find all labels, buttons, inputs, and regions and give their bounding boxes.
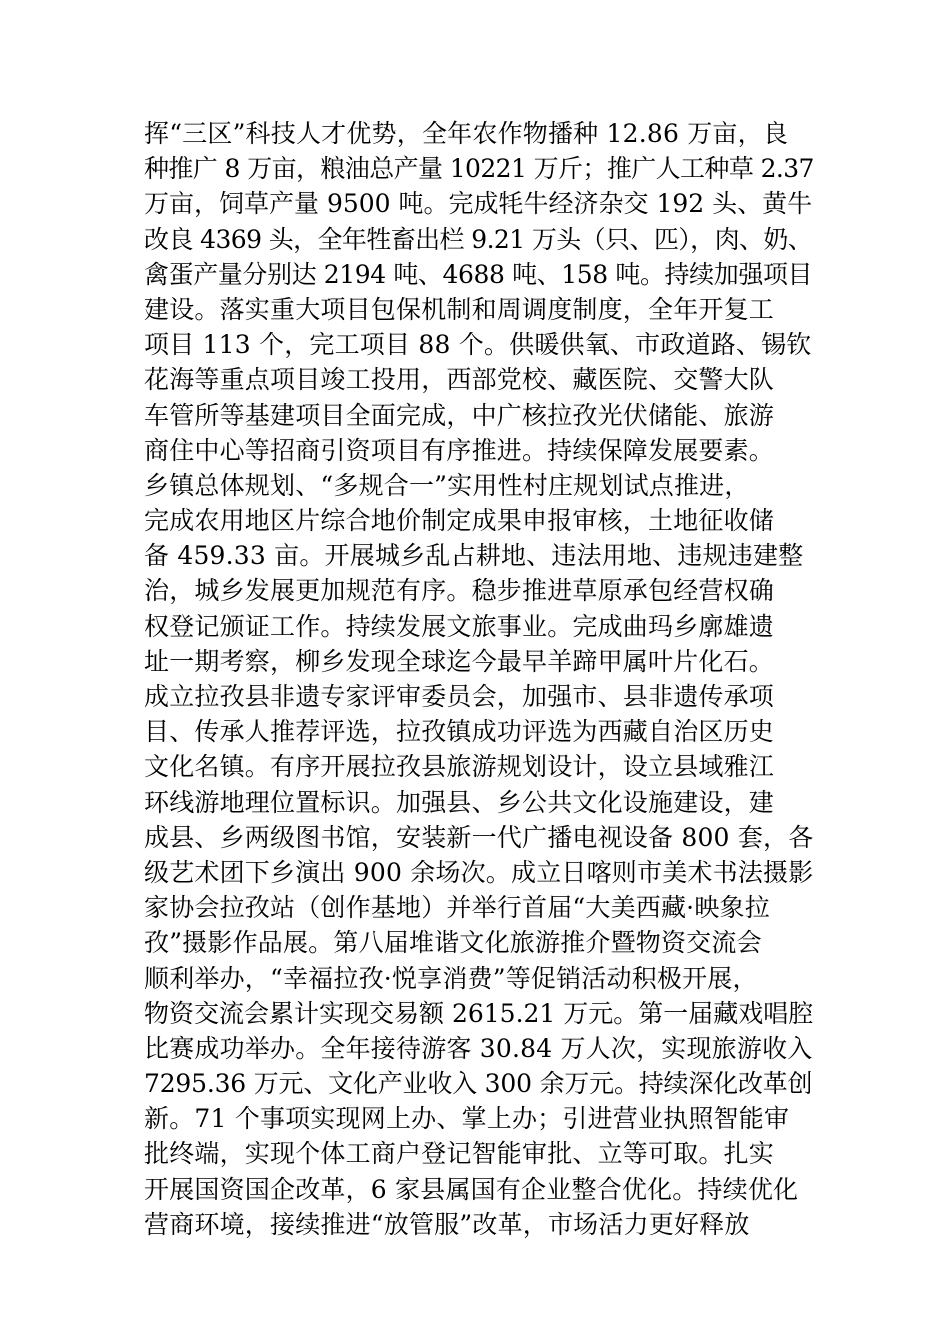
paragraph-line: 文化名镇。有序开展拉孜县旅游规划设计，设立县域雅江 xyxy=(144,752,775,782)
paragraph-line: 车管所等基建项目全面完成，中广核拉孜光伏储能、旅游 xyxy=(144,400,775,430)
paragraph-line: 物资交流会累计实现交易额 2615.21 万元。第一届藏戏唱腔 xyxy=(144,998,814,1028)
paragraph-line: 目、传承人推荐评选，拉孜镇成功评选为西藏自治区历史 xyxy=(144,717,775,747)
paragraph-line: 比赛成功举办。全年接待游客 30.84 万人次，实现旅游收入 xyxy=(144,1033,813,1063)
paragraph-line: 备 459.33 亩。开展城乡乱占耕地、违法用地、违规违建整 xyxy=(144,541,804,571)
paragraph-line: 环线游地理位置标识。加强县、乡公共文化设施建设，建 xyxy=(144,787,775,817)
paragraph-line: 种推广 8 万亩，粮油总产量 10221 万斤；推广人工种草 2.37 xyxy=(144,154,814,184)
paragraph-line: 权登记颁证工作。持续发展文旅事业。完成曲玛乡廓雄遗 xyxy=(144,611,775,641)
paragraph-line: 级艺术团下乡演出 900 余场次。成立日喀则市美术书法摄影 xyxy=(144,857,814,887)
paragraph-line: 万亩，饲草产量 9500 吨。完成牦牛经济杂交 192 头、黄牛 xyxy=(144,189,813,219)
paragraph-line: 家协会拉孜站（创作基地）并举行首届“大美西藏·映象拉 xyxy=(144,893,770,923)
paragraph-line: 批终端，实现个体工商户登记智能审批、立等可取。扎实 xyxy=(144,1139,775,1169)
paragraph-line: 址一期考察，柳乡发现全球迄今最早羊蹄甲属叶片化石。 xyxy=(144,646,775,676)
paragraph-line: 花海等重点项目竣工投用，西部党校、藏医院、交警大队 xyxy=(144,365,775,395)
paragraph-line: 开展国资国企改革，6 家县属国有企业整合优化。持续优化 xyxy=(144,1174,799,1204)
body-paragraph xyxy=(144,116,814,1242)
paragraph-line: 新。71 个事项实现网上办、掌上办；引进营业执照智能审 xyxy=(144,1104,790,1134)
paragraph-line: 7295.36 万元、文化产业收入 300 余万元。持续深化改革创 xyxy=(144,1069,813,1099)
paragraph-line: 孜”摄影作品展。第八届堆谐文化旅游推介暨物资交流会 xyxy=(144,928,762,958)
paragraph-line: 成立拉孜县非遗专家评审委员会，加强市、县非遗传承项 xyxy=(144,682,775,711)
paragraph-line: 顺利举办，“幸福拉孜·悦享消费”等促销活动积极开展， xyxy=(144,963,758,993)
paragraph-line: 治，城乡发展更加规范有序。稳步推进草原承包经营权确 xyxy=(144,576,775,606)
paragraph-line: 建设。落实重大项目包保机制和周调度制度，全年开复工 xyxy=(144,294,775,324)
paragraph-line: 完成农用地区片综合地价制定成果申报审核，土地征收储 xyxy=(144,506,775,536)
paragraph-line: 成县、乡两级图书馆，安装新一代广播电视设备 800 套，各 xyxy=(144,822,814,852)
paragraph-line: 项目 113 个，完工项目 88 个。供暖供氧、市政道路、锡钦 xyxy=(144,330,812,360)
paragraph-line: 挥“三区”科技人才优势，全年农作物播种 12.86 万亩，良 xyxy=(144,119,789,148)
paragraph-line: 商住中心等招商引资项目有序推进。持续保障发展要素。 xyxy=(144,435,775,465)
paragraph-line: 乡镇总体规划、“多规合一”实用性村庄规划试点推进， xyxy=(144,470,750,500)
paragraph-line: 禽蛋产量分别达 2194 吨、4688 吨、158 吨。持续加强项目 xyxy=(144,259,813,289)
paragraph-line: 改良 4369 头，全年牲畜出栏 9.21 万头（只、匹），肉、奶、 xyxy=(144,224,813,254)
paragraph-line: 营商环境，接续推进“放管服”改革，市场活力更好释放 xyxy=(144,1209,750,1239)
